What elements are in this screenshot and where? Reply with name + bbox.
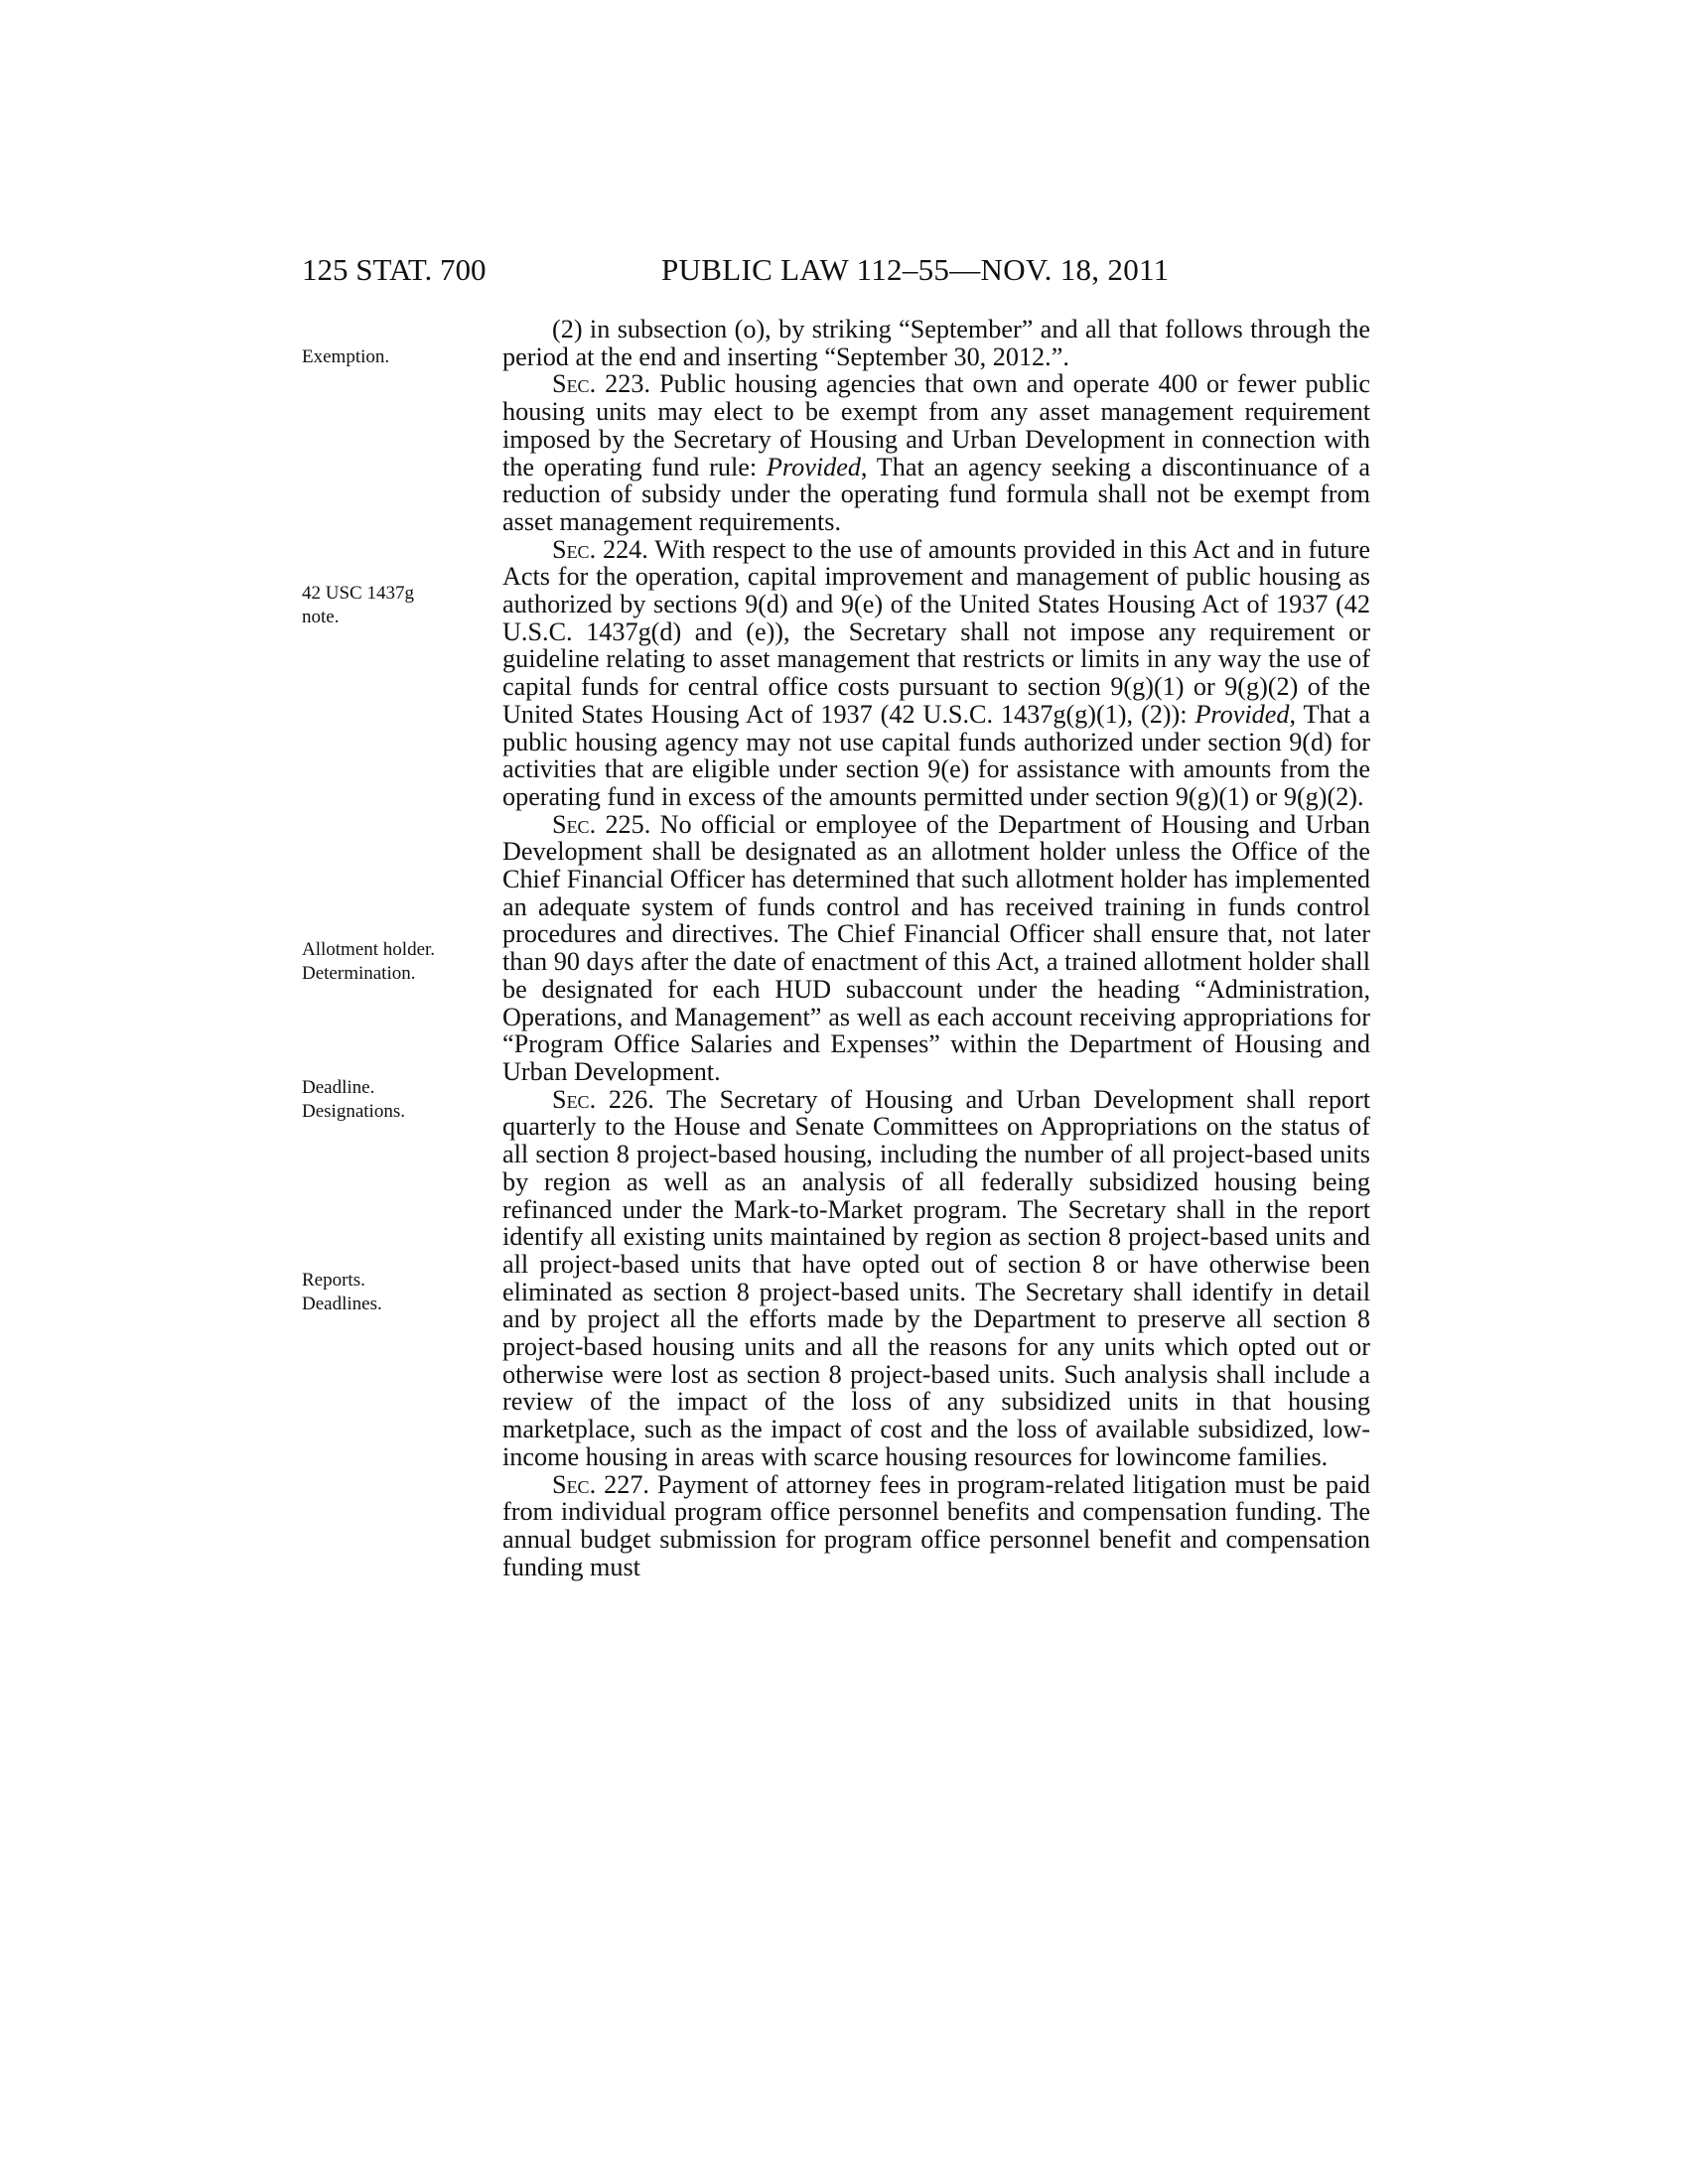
margin-note-allotment-holder bbox=[302, 938, 481, 986]
section-text: The Secretary of Housing and Urban Development shall report quarterly to the House and Senate Committees on Appropriations on the status of all section 8 project-based housing, including the number of all project-based units by region as well as an analysis of all federally subsidized housing being refinanced under the Mark-to-Market program. The Secretary shall in the report identify all existing units maintained by region as section 8 project-based units and all project-based units that have opted out of section 8 or have otherwise been eliminated as section 8 project-based units. The Secretary shall identify in detail and by project all the efforts made by the Department to preserve all section 8 project-based housing units and all the reasons for any units which opted out or otherwise were lost as section 8 project-based units. Such analysis shall include a review of the impact of the loss of any subsidized units in that housing marketplace, such as the impact of cost and the loss of available subsidized, low-income housing in areas with scarce housing resources for lowincome families. bbox=[502, 1084, 1370, 1471]
section-number: 225. bbox=[596, 809, 660, 839]
margin-note-text: Exemption. bbox=[302, 346, 390, 367]
provided-italic: Provided bbox=[766, 452, 861, 481]
section-text: Payment of attorney fees in program-related litigation must be paid from individual program office personnel benefits and compensation funding. The annual budget submission for program office personnel benefit and compensation funding must bbox=[502, 1469, 1371, 1581]
section-number: 223. bbox=[596, 369, 660, 399]
section-227 bbox=[502, 1471, 1370, 1581]
section-224 bbox=[502, 536, 1370, 811]
margin-note-text: Deadline. bbox=[302, 1077, 375, 1098]
section-number: 224. bbox=[596, 534, 655, 564]
margin-note-text: 42 USC 1437g bbox=[302, 583, 414, 604]
section-label: Sec. bbox=[552, 1084, 597, 1114]
margin-note-exemption bbox=[302, 345, 481, 369]
page-header bbox=[302, 250, 1370, 290]
margin-note-usc-citation bbox=[302, 582, 481, 629]
section-226 bbox=[502, 1086, 1370, 1471]
section-number: 227. bbox=[596, 1469, 658, 1499]
provided-italic: Provided bbox=[1195, 699, 1290, 729]
section-223 bbox=[502, 370, 1370, 535]
margin-note-text: Determination. bbox=[302, 963, 416, 984]
paragraph-text: (2) in subsection (o), by striking “September” and all that follows through the period at the end and inserting “September 30, 2012.”. bbox=[502, 315, 1370, 371]
statute-body bbox=[502, 316, 1370, 1580]
margin-note-text: note. bbox=[302, 607, 340, 627]
section-225 bbox=[502, 811, 1370, 1086]
section-text: With respect to the use of amounts provided in this Act and in future Acts for the operation, capital improvement and management of public housing as authorized by sections 9(d) and 9(e) of the United States Housing Act of 1937 (42 U.S.C. 1437g(d) and (e)), the Secretary shall not impose any requirement or guideline relating to asset management that restricts or limits in any way the use of capital funds for central office costs pursuant to section 9(g)(1) or 9(g)(2) of the United States Housing Act of 1937 (42 U.S.C. 1437g(g)(1), (2)): bbox=[502, 534, 1370, 729]
subsection-paragraph bbox=[502, 316, 1370, 370]
section-text: No official or employee of the Department of Housing and Urban Development shall be designated as an allotment holder unless the Office of the Chief Financial Officer has determined that such allotment holder has implemented an adequate system of funds control and has received training in funds control procedures and directives. The Chief Financial Officer shall ensure that, not later than 90 days after the date of enactment of this Act, a trained allotment holder shall be designated for each HUD subaccount under the heading “Administration, Operations, and Management” as well as each account receiving appropriations for “Program Office Salaries and Expenses” within the Department of Housing and Urban Development. bbox=[502, 809, 1371, 1086]
section-label: Sec. bbox=[552, 1469, 597, 1499]
margin-note-reports bbox=[302, 1269, 481, 1316]
section-label: Sec. bbox=[552, 809, 597, 839]
section-label: Sec. bbox=[552, 369, 597, 399]
law-title: PUBLIC LAW 112–55—NOV. 18, 2011 bbox=[661, 252, 1170, 287]
margin-note-text: Designations. bbox=[302, 1101, 405, 1122]
section-text: Public housing agencies that own and operate 400 or fewer public housing units may elect to be exempt from any asset management requirement imposed by the Secretary of Housing and Urban Development in connection with the operating fund rule: bbox=[502, 369, 1370, 481]
section-text: , That a public housing agency may not use capital funds authorized under section 9(d) for activities that are eligible under section 9(e) for assistance with amounts from the operating fund in excess of the amounts permitted under section 9(g)(1) or 9(g)(2). bbox=[502, 699, 1370, 811]
section-number: 226. bbox=[596, 1084, 667, 1114]
section-label: Sec. bbox=[552, 534, 597, 564]
margin-note-text: Reports. bbox=[302, 1270, 365, 1291]
margin-note-text: Deadlines. bbox=[302, 1294, 382, 1314]
margin-note-deadline bbox=[302, 1076, 481, 1124]
page-number: 125 STAT. 700 bbox=[302, 252, 487, 287]
margin-note-text: Allotment holder. bbox=[302, 939, 436, 960]
section-text: , That an agency seeking a discontinuance of a reduction of subsidy under the operating fund formula shall not be exempt from asset management requirements. bbox=[502, 452, 1370, 536]
